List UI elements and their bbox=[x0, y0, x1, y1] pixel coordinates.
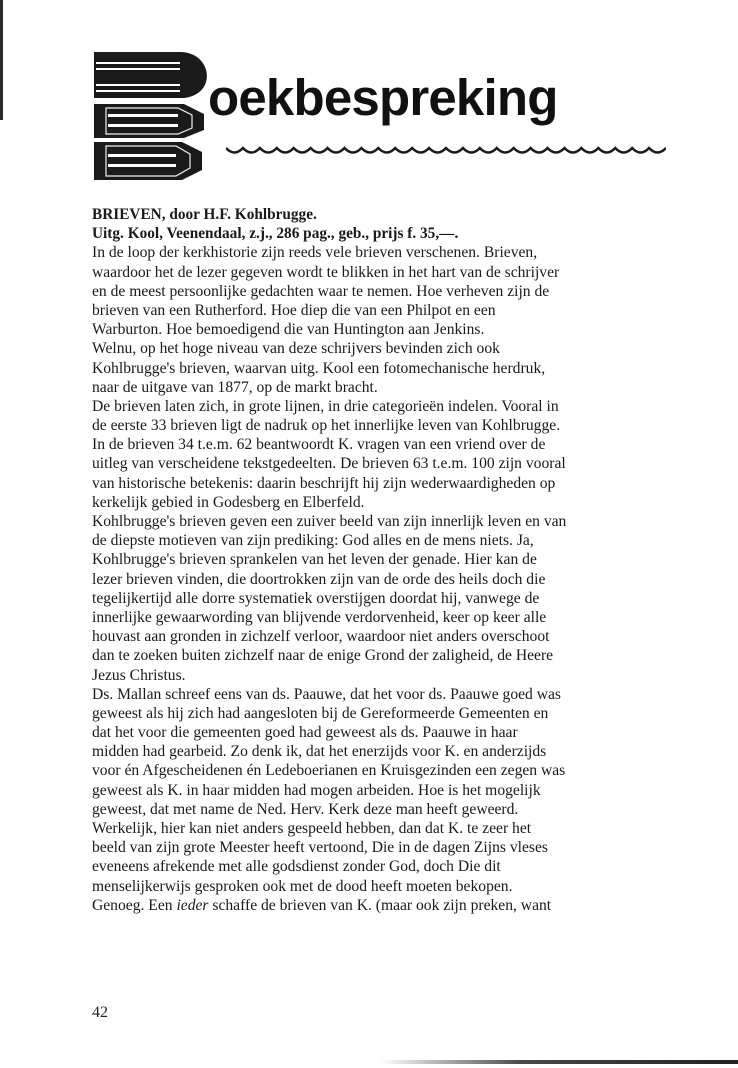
text-line: geweest, dat met name de Ned. Herv. Kerk deze man heeft geweerd. bbox=[92, 800, 519, 818]
text-segment: Genoeg. Een bbox=[92, 896, 177, 914]
section-header bbox=[92, 48, 672, 188]
page-number: 42 bbox=[92, 1004, 108, 1021]
text-line: Welnu, op het hoge niveau van deze schrijvers bevinden zich ook bbox=[92, 340, 500, 358]
text-line: naar de uitgave van 1877, op de markt bracht. bbox=[92, 378, 378, 396]
text-line: In de loop der kerkhistorie zijn reeds vele brieven verschenen. Brieven, bbox=[92, 244, 538, 262]
text-line: houvast aan gronden in zichzelf verloor, waardoor niet anders overschoot bbox=[92, 628, 550, 646]
text-line: beeld van zijn grote Meester heeft vertoond, Die in de dagen Zijns vleses bbox=[92, 839, 548, 857]
text-line: geweest als hij zich had aangesloten bij de Gereformeerde Gemeenten en bbox=[92, 704, 549, 722]
text-line: dat het voor die gemeenten goed had geweest als ds. Paauwe in haar bbox=[92, 724, 518, 742]
text-line: Jezus Christus. bbox=[92, 666, 186, 684]
paragraph-4 bbox=[92, 512, 662, 685]
text-line: en de meest persoonlijke gedachten waar te nemen. Hoe verheven zijn de bbox=[92, 282, 550, 300]
text-line: Kohlbrugge's brieven sprankelen van het leven der genade. Hier kan de bbox=[92, 551, 537, 569]
book-stack-logo-icon bbox=[92, 48, 212, 184]
text-line: waardoor het de lezer gegeven wordt te blikken in het hart van de schrijver bbox=[92, 263, 560, 281]
text-line: Kohlbrugge's brieven, waarvan uitg. Kool een fotomechanische herdruk, bbox=[92, 359, 546, 377]
paragraph-6-line bbox=[92, 896, 662, 915]
italic-word: ieder bbox=[176, 896, 209, 914]
text-line: midden had gearbeid. Zo denk ik, dat het enerzijds voor K. en anderzijds bbox=[92, 743, 547, 761]
scan-edge-left bbox=[0, 0, 3, 120]
text-line: Kohlbrugge's brieven geven een zuiver beeld van zijn innerlijk leven en van bbox=[92, 513, 567, 530]
paragraph-3 bbox=[92, 397, 662, 512]
text-line: de eerste 33 brieven ligt de nadruk op het innerlijke leven van Kohlbrugge. bbox=[92, 417, 561, 435]
text-line: Werkelijk, hier kan niet anders gespeeld hebben, dan dat K. te zeer het bbox=[92, 820, 532, 837]
text-line: brieven van een Rutherford. Hoe diep die van een Philpot en een bbox=[92, 301, 496, 319]
text-line: eveneens afrekende met alle godsdienst zonder God, doch Die dit bbox=[92, 858, 501, 876]
paragraph-2 bbox=[92, 339, 662, 397]
text-line: geweest als K. in haar midden had mogen arbeiden. Hoe is het mogelijk bbox=[92, 781, 541, 799]
text-line: uitleg van verscheidene tekstgedeelten. De brieven 63 t.e.m. 100 zijn vooral bbox=[92, 455, 566, 473]
text-line: innerlijke gewaarwording van blijvende verdorvenheid, keer op keer alle bbox=[92, 608, 547, 626]
review-publisher-info: Uitg. Kool, Veenendaal, z.j., 286 pag., geb., prijs f. 35,—. bbox=[92, 225, 459, 243]
review-heading: BRIEVEN, door H.F. Kohlbrugge. bbox=[92, 206, 317, 223]
text-line: Ds. Mallan schreef eens van ds. Paauwe, dat het voor ds. Paauwe goed was bbox=[92, 685, 561, 703]
decorative-wave-divider bbox=[226, 144, 666, 158]
text-line: kerkelijk gebied in Godesberg en Elberfeld. bbox=[92, 493, 365, 511]
text-line: menselijkerwijs gesproken ook met de dood heeft moeten bekopen. bbox=[92, 877, 513, 895]
text-line: tegelijkertijd alle dorre systematiek overstijgen doordat hij, vanwege de bbox=[92, 589, 540, 607]
text-line: van historische betekenis: daarin beschrijft hij zijn wederwaardigheden op bbox=[92, 474, 556, 492]
text-line: dan te zoeken buiten zichzelf naar de enige Grond der zaligheid, de Heere bbox=[92, 647, 554, 665]
text-line: voor én Afgescheidenen én Ledeboerianen en Kruisgezinden een zegen was bbox=[92, 762, 566, 780]
book-review-article bbox=[92, 205, 662, 915]
text-line: Warburton. Hoe bemoedigend die van Huntington aan Jenkins. bbox=[92, 321, 485, 339]
text-segment: schaffe de brieven van K. (maar ook zijn preken, want bbox=[208, 896, 552, 914]
text-line: lezer brieven vinden, die doortrokken zijn van de orde des heils doch die bbox=[92, 570, 546, 588]
text-line: de diepste motieven van zijn prediking: God alles en de mens niets. Ja, bbox=[92, 532, 534, 550]
text-line: In de brieven 34 t.e.m. 62 beantwoordt K. vragen van een vriend over de bbox=[92, 436, 546, 454]
scan-edge-bottom bbox=[380, 1060, 738, 1064]
section-title: oekbespreking bbox=[208, 69, 558, 126]
paragraph-1 bbox=[92, 243, 662, 339]
paragraph-5 bbox=[92, 685, 662, 896]
text-line: De brieven laten zich, in grote lijnen, in drie categorieën indelen. Vooral in bbox=[92, 397, 559, 415]
